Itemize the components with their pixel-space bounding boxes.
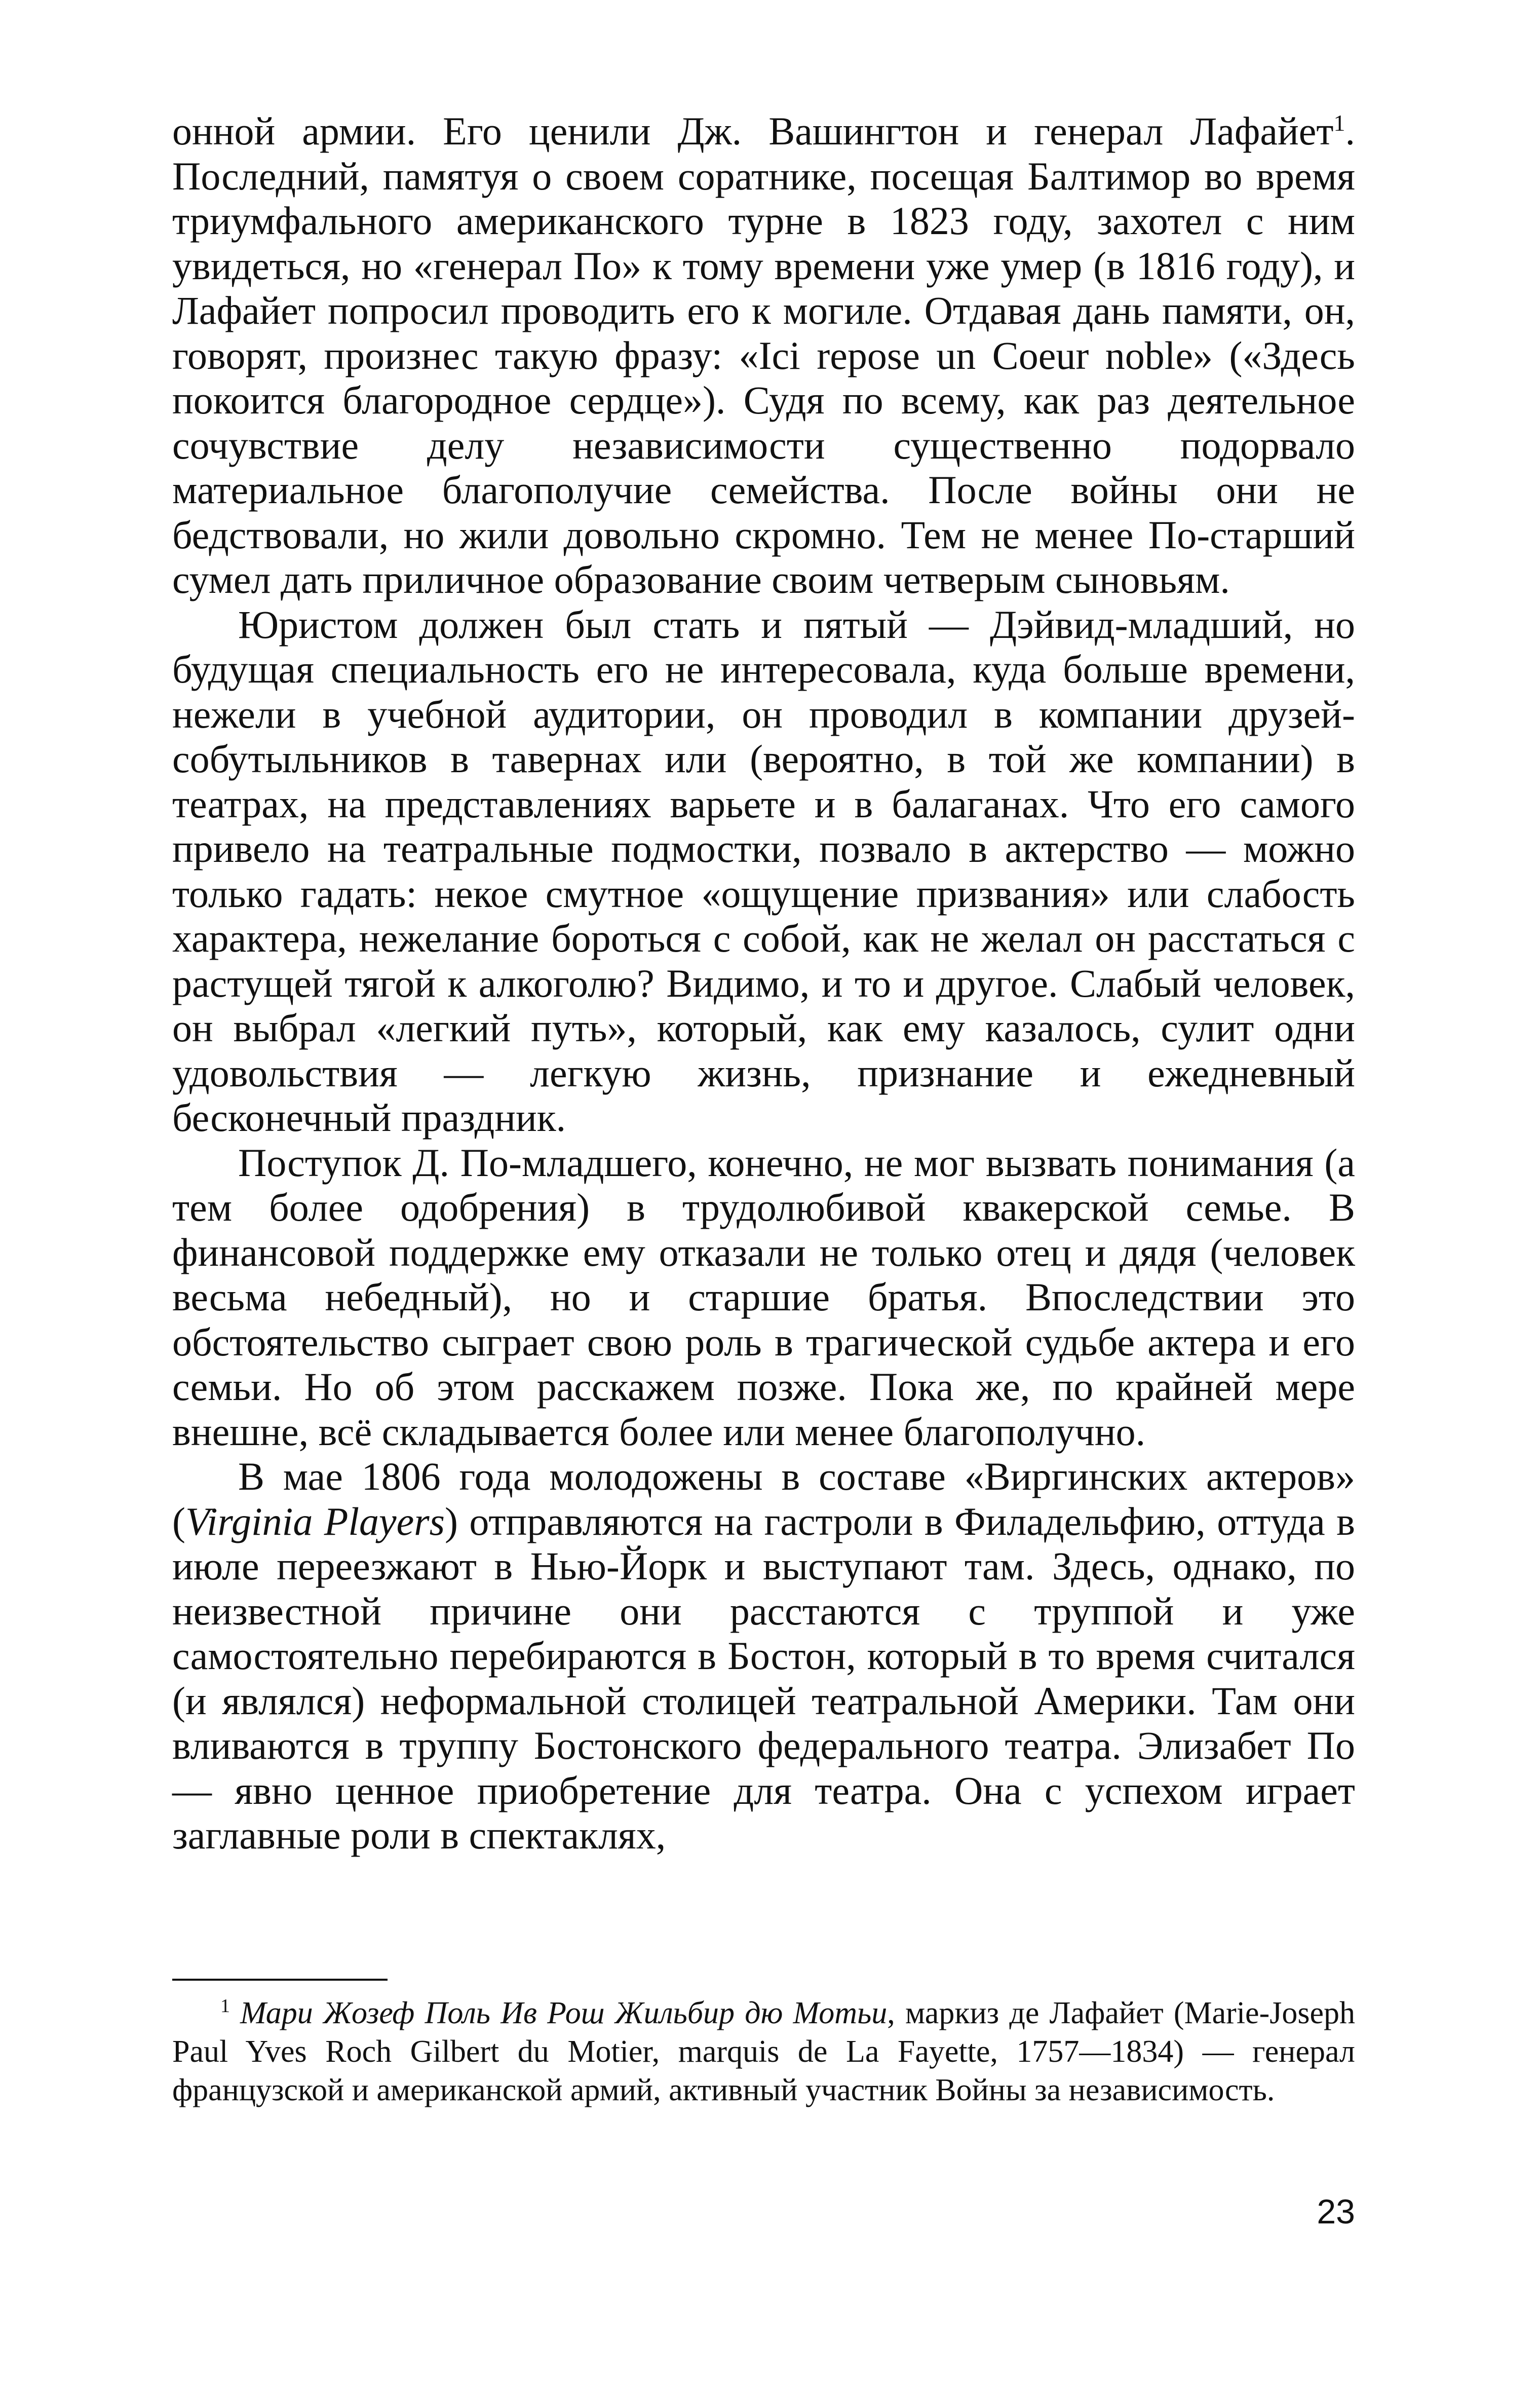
paragraph-3: Поступок Д. По-младшего, конечно, не мог вызвать понимания (а тем более одобрения) в трудолюбивой квакерской семье. В финансовой поддержке ему отказали не только отец и дядя (человек весьма небедный), но и старшие братья. Впоследствии это обстоятельство сыграет свою роль в трагической судьбе актера и его семьи. Но об этом расскажем позже. Пока же, по крайней мере внешне, всё складывается более или менее благополучно.	[172, 1140, 1355, 1454]
footnote-mark: 1	[220, 1995, 230, 2017]
footnote-name: Мари Жозеф Поль Ив Рош Жильбир дю Мотьи	[240, 1996, 888, 2030]
footnote-body: , маркиз де Лафайет (Marie-Joseph Paul Yves Roch Gilbert du Motier, marquis de La Fayette, 1757—1834) — генерал французской и американской армий, активный участник Войны за независимость.	[172, 1996, 1355, 2107]
footnote-reference: 1	[1333, 110, 1345, 136]
footnote-divider	[172, 1979, 388, 1981]
paragraph-1	[172, 109, 1355, 602]
paragraph-4-start: В мае 1806 года молодожены в составе «Виргинских актеров» (	[172, 1454, 1355, 1543]
paragraph-1-rest: . Последний, памятуя о своем соратнике, посещая Балтимор во время триумфального американского турне в 1823 году, захотел с ним увидеться, но «генерал По» к тому времени уже умер (в 1816 году), и Лафайет попросил проводить его к могиле. Отдавая дань памяти, он, говорят, произнес такую фразу: «Ici repose un Coeur noble» («Здесь покоится благородное сердце»). Судя по всему, как раз деятельное сочувствие делу независимости существенно подорвало материальное благополучие семейства. После войны они не бедствовали, но жили довольно скромно. Тем не менее По-старший сумел дать приличное образование своим четверым сыновьям.	[172, 109, 1355, 601]
body-text	[172, 109, 1355, 1858]
paragraph-1-start: онной армии. Его ценили Дж. Вашингтон и генерал Лафайет	[172, 109, 1334, 153]
paragraph-4-rest: ) отправляются на гастроли в Филадельфию, оттуда в июле переезжают в Нью-Йорк и выступают там. Здесь, однако, по неизвестной причине они расстаются с труппой и уже самостоятельно перебираются в Бостон, который в то время считался (и являлся) неформальной столицей театральной Америки. Там они вливаются в труппу Бостонского федерального театра. Элизабет По — явно ценное приобретение для театра. Она с успехом играет заглавные роли в спектаклях,	[172, 1499, 1355, 1857]
paragraph-4-italic: Virginia Players	[185, 1499, 445, 1543]
paragraph-2: Юристом должен был стать и пятый — Дэйвид-младший, но будущая специальность его не интересовала, куда больше времени, нежели в учебной аудитории, он проводил в компании друзей-собутыльников в тавернах или (вероятно, в той же компании) в театрах, на представлениях варьете и в балаганах. Что его самого привело на театральные подмостки, позвало в актерство — можно только гадать: некое смутное «ощущение призвания» или слабость характера, нежелание бороться с собой, как не желал он расстаться с растущей тягой к алкоголю? Видимо, и то и другое. Слабый человек, он выбрал «легкий путь», который, как ему казалось, сулит одни удовольствия — легкую жизнь, признание и ежедневный бесконечный праздник.	[172, 602, 1355, 1140]
footnote	[172, 1994, 1355, 2109]
footnote-text	[172, 1994, 1355, 2109]
page-body	[172, 109, 1355, 1858]
page-number: 23	[1317, 2193, 1355, 2231]
paragraph-4	[172, 1454, 1355, 1858]
